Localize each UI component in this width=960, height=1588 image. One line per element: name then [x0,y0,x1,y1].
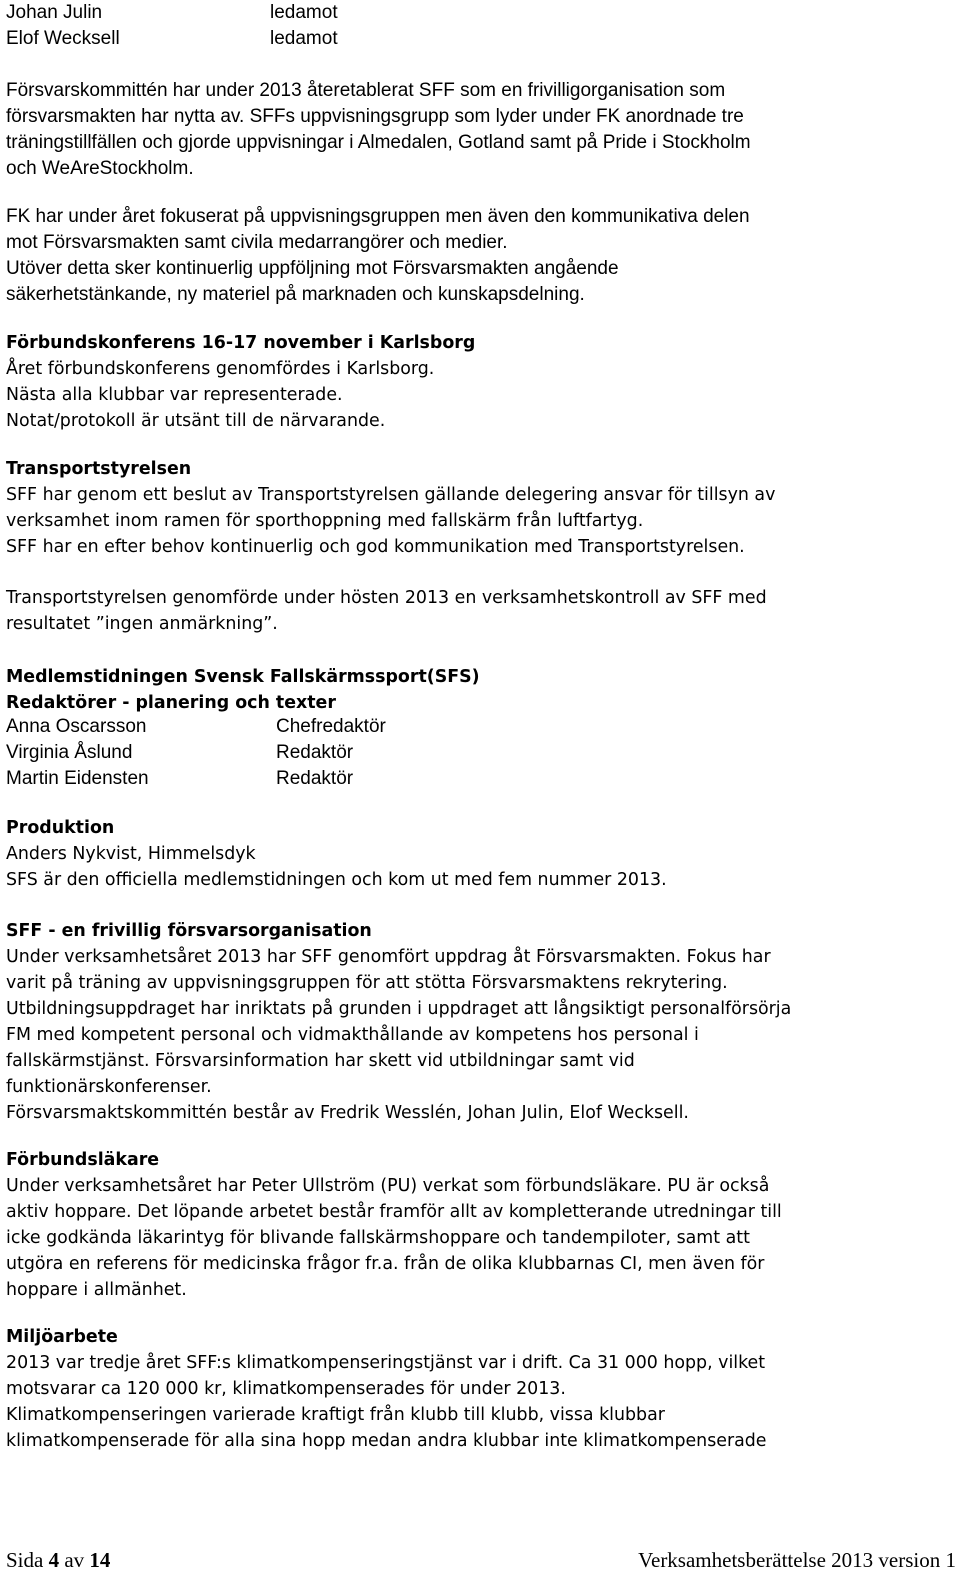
editor-role: Chefredaktör [276,716,386,737]
paragraph-line: Notat/protokoll är utsänt till de närvarande. [6,411,386,431]
paragraph-line: resultatet ”ingen anmärkning”. [6,614,278,634]
intro-paragraph [6,78,751,182]
paragraph-line: Utöver detta sker kontinuerlig uppföljning mot Försvarsmakten angående [6,258,619,279]
paragraph-line: Transportstyrelsen genomförde under hösten 2013 en verksamhetskontroll av SFF med [6,588,767,608]
paragraph-line: Försvarsmaktskommittén består av Fredrik Wesslén, Johan Julin, Elof Wecksell. [6,1103,689,1123]
paragraph-line: fallskärmstjänst. Försvarsinformation har skett vid utbildningar samt vid [6,1051,635,1071]
paragraph-line: varit på träning av uppvisningsgruppen för att stötta Försvarsmaktens rekrytering. [6,973,728,993]
document-title: Verksamhetsberättelse 2013 version 1 [638,1548,956,1572]
section-heading: Miljöarbete [6,1327,118,1347]
board-name: Johan Julin [6,2,103,23]
paragraph-line: Året förbundskonferens genomfördes i Karlsborg. [6,359,435,379]
page-current: 4 [48,1548,60,1572]
paragraph-line: Nästa alla klubbar var representerade. [6,385,343,405]
page-total: 14 [89,1548,111,1572]
board-name: Elof Wecksell [6,28,120,49]
section-heading: Produktion [6,818,115,838]
editor-name: Virginia Åslund [6,742,133,763]
section-subheading: Redaktörer - planering och texter [6,693,336,713]
transport-control-paragraph [6,585,767,637]
paragraph-line: Under verksamhetsåret har Peter Ullström (PU) verkat som förbundsläkare. PU är också [6,1176,770,1196]
paragraph-line: motsvarar ca 120 000 kr, klimatkompenserades för under 2013. [6,1379,566,1399]
editor-row [6,740,386,766]
paragraph-line: Klimatkompenseringen varierade kraftigt från klubb till klubb, vissa klubbar [6,1405,665,1425]
paragraph-line: klimatkompenserade för alla sina hopp medan andra klubbar inte klimatkompenserade [6,1431,767,1451]
paragraph-line: SFF har genom ett beslut av Transportstyrelsen gällande delegering ansvar för tillsyn av [6,485,776,505]
sfs-section [6,664,480,716]
section-heading: Förbundskonferens 16-17 november i Karlsborg [6,333,476,353]
paragraph-line: hoppare i allmänhet. [6,1280,187,1300]
editor-name: Martin Eidensten [6,768,149,789]
paragraph-line: verksamhet inom ramen för sporthoppning med fallskärm från luftfartyg. [6,511,644,531]
paragraph-line: Utbildningsuppdraget har inriktats på grunden i uppdraget att långsiktigt personalförsörja [6,999,792,1019]
paragraph-line: Under verksamhetsåret 2013 har SFF genomfört uppdrag åt Försvarsmakten. Fokus har [6,947,771,967]
board-row [6,26,338,52]
paragraph-line: SFF har en efter behov kontinuerlig och god kommunikation med Transportstyrelsen. [6,537,745,557]
paragraph-line: Försvarskommittén har under 2013 återetablerat SFF som en frivilligorganisation som [6,80,726,101]
editor-name: Anna Oscarsson [6,716,147,737]
paragraph-line: Anders Nykvist, Himmelsdyk [6,844,256,864]
paragraph-line: säkerhetstänkande, ny materiel på marknaden och kunskapsdelning. [6,284,585,305]
paragraph-line: utgöra en referens för medicinska frågor fr.a. från de olika klubbarnas CI, men även för [6,1254,765,1274]
page-mid: av [59,1548,90,1572]
paragraph-line: FM med kompetent personal och vidmakthållande av kompetens hos personal i [6,1025,699,1045]
produktion-section [6,815,667,893]
paragraph-line: mot Försvarsmakten samt civila medarrangörer och medier. [6,232,508,253]
paragraph-line: icke godkända läkarintyg för blivande fallskärmshoppare och tandempiloter, samt att [6,1228,750,1248]
paragraph-line: försvarsmakten har nytta av. SFFs uppvisningsgrupp som lyder under FK anordnade tre [6,106,744,127]
board-row [6,0,338,26]
page-footer [6,1548,956,1578]
editor-row [6,714,386,740]
section-heading: Medlemstidningen Svensk Fallskärmssport(SFS) [6,667,480,687]
board-members [6,0,338,52]
editor-row [6,766,386,792]
editor-role: Redaktör [276,768,354,789]
paragraph-line: aktiv hoppare. Det löpande arbetet består framför allt av kompletterande utredningar till [6,1202,782,1222]
paragraph-line: 2013 var tredje året SFF:s klimatkompenseringstjänst var i drift. Ca 31 000 hopp, vilket [6,1353,766,1373]
page-number [6,1548,110,1573]
page-prefix: Sida [6,1548,49,1572]
editor-role: Redaktör [276,742,354,763]
section-heading: Förbundsläkare [6,1150,160,1170]
paragraph-line: SFS är den officiella medlemstidningen och kom ut med fem nummer 2013. [6,870,667,890]
paragraph-line: och WeAreStockholm. [6,158,194,179]
paragraph-line: funktionärskonferenser. [6,1077,212,1097]
miljo-section [6,1324,767,1454]
section-heading: Transportstyrelsen [6,459,192,479]
konferens-section [6,330,475,434]
lakare-section [6,1147,782,1303]
board-role: ledamot [270,2,338,23]
paragraph-line: träningstillfällen och gjorde uppvisningar i Almedalen, Gotland samt på Pride i Stockholm [6,132,751,153]
board-role: ledamot [270,28,338,49]
frivillig-section [6,918,791,1126]
fk-paragraph [6,204,750,308]
paragraph-line: FK har under året fokuserat på uppvisningsgruppen men även den kommunikativa delen [6,206,750,227]
editor-list [6,714,386,792]
section-heading: SFF - en frivillig försvarsorganisation [6,921,372,941]
transport-section [6,456,775,560]
